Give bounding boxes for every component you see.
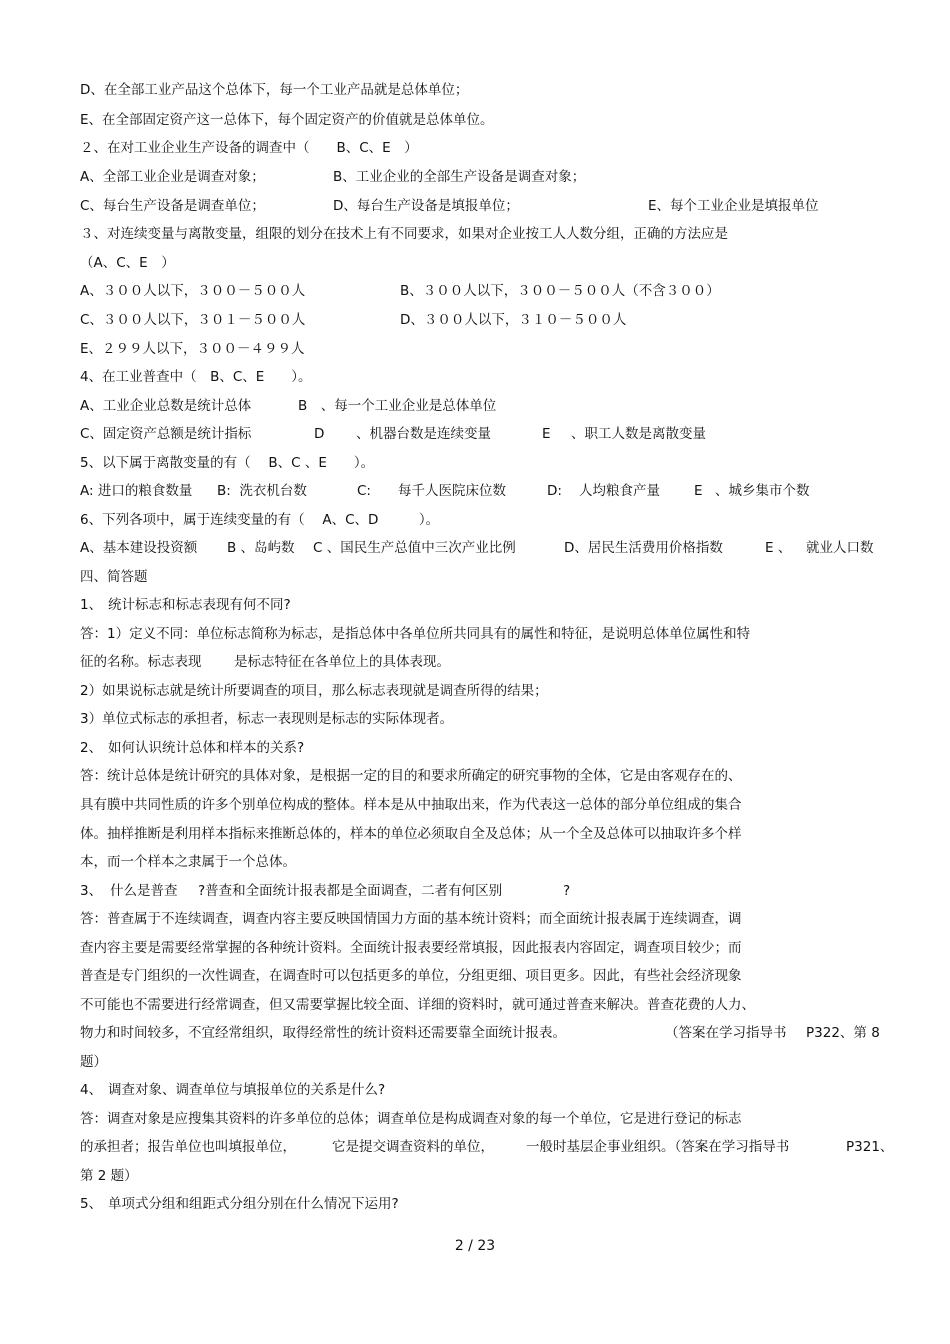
text-segment: 题） xyxy=(80,1054,107,1070)
text-segment: 每千人医院床位数 xyxy=(398,483,506,499)
text-segment: 是标志特征在各单位上的具体表现。 xyxy=(234,654,450,670)
text-line xyxy=(0,167,950,187)
text-line xyxy=(0,138,950,158)
text-segment: ? xyxy=(563,883,571,899)
text-line xyxy=(0,909,950,929)
text-segment: B 、岛屿数 xyxy=(227,540,295,556)
text-segment: E xyxy=(542,426,551,442)
text-line xyxy=(0,510,950,530)
text-line xyxy=(0,424,950,444)
text-segment: C、固定资产总额是统计指标 xyxy=(80,426,252,442)
text-line xyxy=(0,881,950,901)
text-segment: P321、 xyxy=(846,1139,894,1155)
text-segment: 调查对象、调查单位与填报单位的关系是什么? xyxy=(108,1082,386,1098)
text-segment: 物力和时间较多，不宜经常组织，取得经常性的统计资料还需要靠全面统计报表。 xyxy=(80,1025,566,1041)
text-line xyxy=(0,80,950,100)
text-line xyxy=(0,396,950,416)
text-segment: A、全部工业企业是调查对象； xyxy=(80,169,265,185)
text-segment: 6、下列各项中，属于连续变量的有（ A、C、D ）。 xyxy=(80,512,440,528)
text-segment: A: 进口的粮食数量 xyxy=(80,483,193,499)
text-line xyxy=(0,1137,950,1157)
text-line xyxy=(0,110,950,130)
text-segment: D: xyxy=(547,483,562,499)
text-segment: 如何认识统计总体和样本的关系? xyxy=(108,740,305,756)
text-segment: 查内容主要是需要经常掌握的各种统计资料。全面统计报表要经常填报，因此报表内容固定，调查项目较少；而 xyxy=(80,940,742,956)
text-line xyxy=(0,624,950,644)
text-segment: ３、对连续变量与离散变量，组限的划分在技术上有不同要求，如果对企业按工人人数分组，正确的方法应是 xyxy=(80,226,728,242)
text-segment: 征的名称。标志表现 xyxy=(80,654,202,670)
text-segment: 1、 xyxy=(80,597,103,613)
text-line xyxy=(0,709,950,729)
text-segment: B: 洗衣机台数 xyxy=(217,483,307,499)
text-segment: 答：统计总体是统计研究的具体对象，是根据一定的目的和要求所确定的研究事物的全体，它是由客观存在的、 xyxy=(80,768,742,784)
text-line xyxy=(0,538,950,558)
text-line xyxy=(0,224,950,244)
text-line xyxy=(0,824,950,844)
text-segment: A、３００人以下，３００－５００人 xyxy=(80,283,306,299)
text-line xyxy=(0,1052,950,1072)
text-segment: 就业人口数 xyxy=(806,540,874,556)
text-line xyxy=(0,1080,950,1100)
text-line xyxy=(0,995,950,1015)
text-segment: （答案在学习指导书 xyxy=(665,1025,787,1041)
text-line xyxy=(0,652,950,672)
text-segment: E 、 xyxy=(765,540,792,556)
text-segment: C: xyxy=(357,483,371,499)
text-segment: 具有膜中共同性质的许多个别单位构成的整体。样本是从中抽取出来，作为代表这一总体的部分单位组成的集合 xyxy=(80,797,742,813)
text-segment: 一般时基层企事业组织。（答案在学习指导书 xyxy=(526,1139,790,1155)
text-segment: 人均粮食产量 xyxy=(579,483,660,499)
text-segment: 普查是专门组织的一次性调查，在调查时可以包括更多的单位，分组更细、项目更多。因此，有些社会经济现象 xyxy=(80,968,742,984)
text-segment: 本，而一个样本之隶属于一个总体。 xyxy=(80,854,296,870)
text-line xyxy=(0,852,950,872)
text-segment: E、在全部固定资产这一总体下，每个固定资产的价值就是总体单位。 xyxy=(80,112,494,128)
text-segment: ?普查和全面统计报表都是全面调查，二者有何区别 xyxy=(198,883,503,899)
text-line xyxy=(0,339,950,359)
text-segment: P322、第 8 xyxy=(806,1025,880,1041)
text-line xyxy=(0,1166,950,1186)
text-line xyxy=(0,766,950,786)
text-segment: 2、 xyxy=(80,740,103,756)
text-segment: 不可能也不需要进行经常调查，但又需要掌握比较全面、详细的资料时，就可通过普查来解决。普查花费的人力、 xyxy=(80,997,755,1013)
text-line xyxy=(0,196,950,216)
text-segment: 四、简答题 xyxy=(80,569,148,585)
text-segment: 3、 xyxy=(80,883,103,899)
text-segment: B、工业企业的全部生产设备是调查对象； xyxy=(333,169,586,185)
text-segment: （A、C、E ） xyxy=(80,255,175,271)
text-segment: 、城乡集市个数 xyxy=(715,483,810,499)
text-segment: B、３００人以下，３００－５００人（不含３００） xyxy=(400,283,720,299)
text-segment: 4、 xyxy=(80,1082,103,1098)
text-segment: C、３００人以下，３０１－５００人 xyxy=(80,312,306,328)
text-line xyxy=(0,253,950,273)
text-segment: E xyxy=(694,483,703,499)
text-segment: D、３００人以下，３１０－５００人 xyxy=(400,312,627,328)
text-segment: D、居民生活费用价格指数 xyxy=(564,540,723,556)
text-line xyxy=(0,567,950,587)
text-segment: 答：1）定义不同：单位标志简称为标志，是指总体中各单位所共同具有的属性和特征，是说明总体单位属性和特 xyxy=(80,626,751,642)
text-segment: D、在全部工业产品这个总体下，每一个工业产品就是总体单位； xyxy=(80,82,469,98)
text-segment: D、每台生产设备是填报单位； xyxy=(333,198,519,214)
text-segment: 的承担者；报告单位也叫填报单位， xyxy=(80,1139,296,1155)
text-line xyxy=(0,1023,950,1043)
text-line xyxy=(0,453,950,473)
text-line xyxy=(0,1194,950,1214)
text-segment: A、基本建设投资额 xyxy=(80,540,198,556)
text-segment: C、每台生产设备是调查单位； xyxy=(80,198,265,214)
text-segment: D xyxy=(314,426,325,442)
text-segment: C 、国民生产总值中三次产业比例 xyxy=(313,540,516,556)
page-number: 2 / 23 xyxy=(454,1238,496,1254)
text-segment: 第 2 题） xyxy=(80,1168,138,1184)
text-segment: 、机器台数是连续变量 xyxy=(356,426,491,442)
text-line xyxy=(0,281,950,301)
text-segment: 它是提交调查资料的单位， xyxy=(332,1139,494,1155)
text-segment: 统计标志和标志表现有何不同? xyxy=(108,597,291,613)
text-line xyxy=(0,481,950,501)
text-segment: E、每个工业企业是填报单位 xyxy=(648,198,819,214)
text-segment: 体。抽样推断是利用样本指标来推断总体的，样本的单位必须取自全及总体；从一个全及总体可以抽取许多个样 xyxy=(80,826,742,842)
text-line xyxy=(0,738,950,758)
text-segment: A、工业企业总数是统计总体 xyxy=(80,398,252,414)
text-line xyxy=(0,310,950,330)
text-line xyxy=(0,795,950,815)
text-segment: 答：调查对象是应搜集其资料的许多单位的总体；调查单位是构成调查对象的每一个单位，它是进行登记的标志 xyxy=(80,1111,742,1127)
text-segment: 2）如果说标志就是统计所要调查的项目，那么标志表现就是调查所得的结果； xyxy=(80,683,548,699)
text-line xyxy=(0,595,950,615)
text-line xyxy=(0,681,950,701)
text-segment: 答：普查属于不连续调查，调查内容主要反映国情国力方面的基本统计资料；而全面统计报表属于连续调查，调 xyxy=(80,911,742,927)
text-segment: 、职工人数是离散变量 xyxy=(571,426,706,442)
text-line xyxy=(0,938,950,958)
text-segment: 单项式分组和组距式分组分别在什么情况下运用? xyxy=(108,1196,399,1212)
text-segment: ２、在对工业企业生产设备的调查中（ B、C、E ） xyxy=(80,140,418,156)
text-segment: 5、以下属于离散变量的有（ B、C 、E ）。 xyxy=(80,455,375,471)
text-line xyxy=(0,367,950,387)
text-segment: 3）单位式标志的承担者，标志一表现则是标志的实际体现者。 xyxy=(80,711,454,727)
text-segment: E、２９９人以下，３００－４９９人 xyxy=(80,341,305,357)
text-line xyxy=(0,966,950,986)
text-line xyxy=(0,1109,950,1129)
text-segment: 5、 xyxy=(80,1196,103,1212)
text-segment: 什么是普查 xyxy=(110,883,178,899)
text-segment: 4、在工业普查中（ B、C、E ）。 xyxy=(80,369,312,385)
text-segment: B 、每一个工业企业是总体单位 xyxy=(298,398,497,414)
